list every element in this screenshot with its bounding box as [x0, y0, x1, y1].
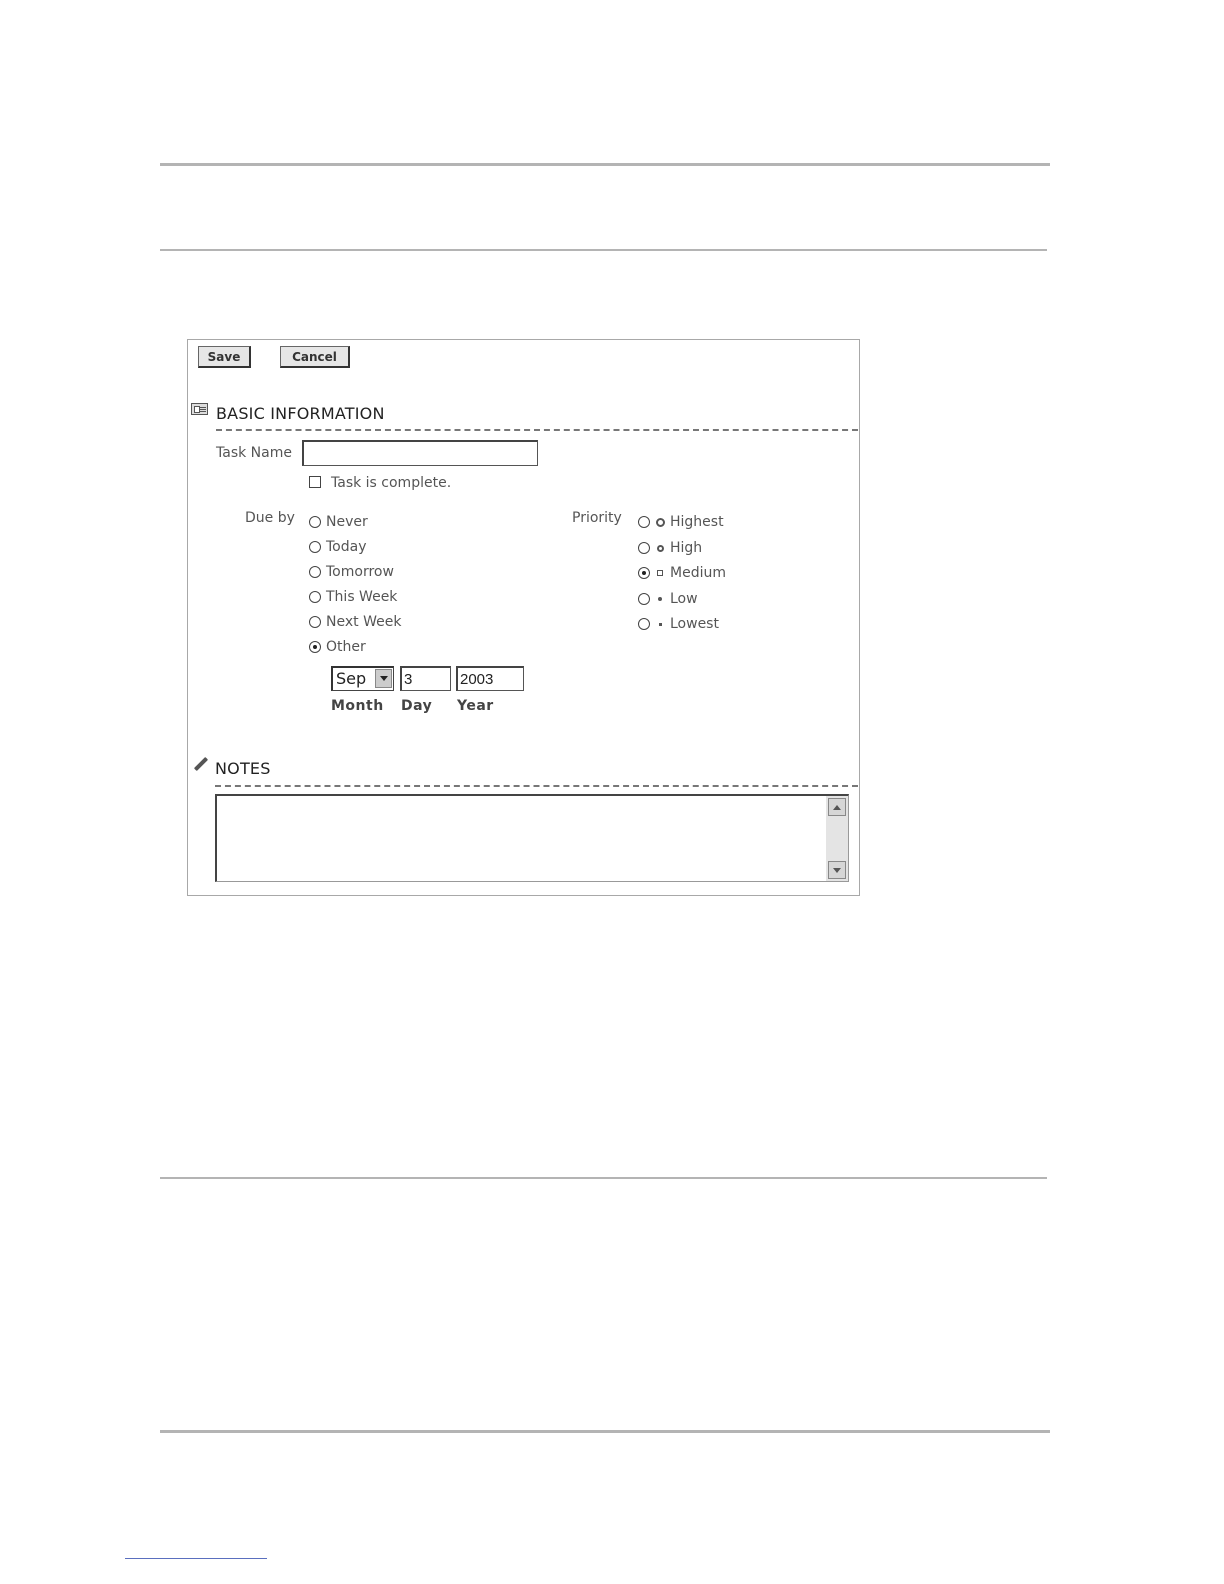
notes-heading: NOTES: [215, 759, 271, 778]
top-rule: [160, 163, 1050, 166]
priority-lowest-option[interactable]: [638, 615, 719, 633]
scroll-down-icon: [833, 868, 841, 873]
priority-medium-icon: [657, 570, 663, 576]
due-today-option[interactable]: [309, 538, 367, 556]
priority-lowest-label: Lowest: [670, 616, 719, 632]
year-input[interactable]: [456, 666, 524, 691]
scroll-up-button[interactable]: [828, 798, 846, 816]
priority-low-label: Low: [670, 591, 698, 607]
priority-highest-radio[interactable]: [638, 516, 650, 528]
basic-information-divider: [216, 429, 858, 431]
scroll-down-button[interactable]: [828, 861, 846, 879]
header-rule: [160, 249, 1047, 251]
day-input[interactable]: [400, 666, 451, 691]
priority-label: Priority: [572, 510, 622, 526]
due-this-week-radio[interactable]: [309, 591, 321, 603]
priority-high-label: High: [670, 540, 703, 556]
due-other-label: Other: [326, 639, 366, 655]
priority-high-option[interactable]: [638, 539, 702, 557]
task-name-label: Task Name: [216, 445, 292, 461]
task-name-input[interactable]: [302, 440, 538, 466]
due-today-radio[interactable]: [309, 541, 321, 553]
body-end-rule: [160, 1177, 1047, 1179]
due-next-week-radio[interactable]: [309, 616, 321, 628]
due-never-option[interactable]: [309, 513, 368, 531]
priority-highest-option[interactable]: [638, 513, 724, 531]
notes-scrollbar[interactable]: [826, 796, 848, 881]
month-label: Month: [331, 698, 384, 714]
save-button[interactable]: Save: [198, 346, 251, 368]
day-label: Day: [401, 698, 433, 714]
month-dropdown-button[interactable]: [375, 669, 392, 688]
footnote-rule: [125, 1558, 267, 1559]
priority-low-icon: [658, 597, 662, 601]
due-tomorrow-radio[interactable]: [309, 566, 321, 578]
basic-information-heading: BASIC INFORMATION: [216, 404, 385, 423]
task-complete-label: Task is complete.: [331, 475, 452, 491]
due-by-label: Due by: [245, 510, 295, 526]
month-select[interactable]: [331, 666, 394, 691]
due-today-label: Today: [326, 539, 367, 555]
due-this-week-option[interactable]: [309, 588, 397, 606]
priority-lowest-icon: [659, 623, 662, 626]
due-next-week-option[interactable]: [309, 613, 401, 631]
due-never-label: Never: [326, 514, 368, 530]
month-select-value: Sep: [336, 669, 367, 688]
priority-medium-option[interactable]: [638, 564, 726, 582]
cancel-button[interactable]: Cancel: [280, 346, 350, 368]
priority-highest-label: Highest: [670, 514, 724, 530]
notes-textarea[interactable]: [215, 794, 849, 882]
year-label: Year: [457, 698, 494, 714]
due-tomorrow-option[interactable]: [309, 563, 394, 581]
due-next-week-label: Next Week: [326, 614, 402, 630]
due-other-radio[interactable]: [309, 641, 321, 653]
chevron-down-icon: [380, 676, 388, 681]
scroll-up-icon: [833, 805, 841, 810]
due-other-option[interactable]: [309, 638, 366, 656]
priority-medium-radio[interactable]: [638, 567, 650, 579]
due-this-week-label: This Week: [326, 589, 398, 605]
task-complete-checkbox[interactable]: [309, 476, 321, 488]
due-never-radio[interactable]: [309, 516, 321, 528]
contact-card-icon: [191, 403, 208, 415]
priority-lowest-radio[interactable]: [638, 618, 650, 630]
bottom-rule: [160, 1430, 1050, 1433]
due-tomorrow-label: Tomorrow: [326, 564, 394, 580]
priority-highest-icon: [656, 518, 665, 527]
priority-high-radio[interactable]: [638, 542, 650, 554]
priority-low-radio[interactable]: [638, 593, 650, 605]
priority-low-option[interactable]: [638, 590, 698, 608]
notes-divider: [215, 785, 858, 787]
priority-medium-label: Medium: [670, 565, 726, 581]
priority-high-icon: [657, 545, 664, 552]
